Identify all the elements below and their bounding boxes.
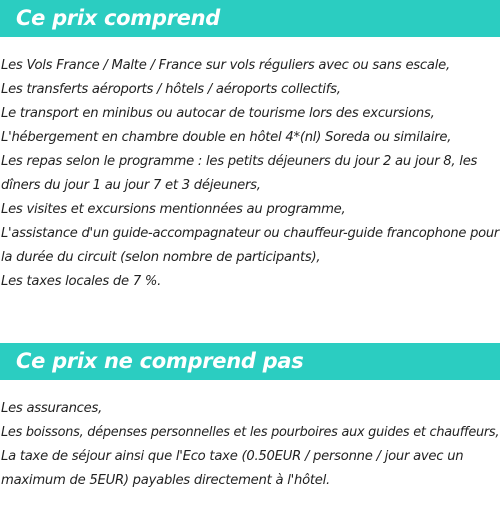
excluded-section-header [0, 343, 500, 380]
included-line: Les transferts aéroports / hôtels / aéroports collectifs, [1, 82, 341, 97]
included-line: Les Vols France / Malte / France sur vols réguliers avec ou sans escale, [1, 58, 450, 73]
included-line: Les visites et excursions mentionnées au programme, [1, 202, 346, 217]
included-line: L'hébergement en chambre double en hôtel 4*(nl) Soreda ou similaire, [1, 130, 452, 145]
included-line: Le transport en minibus ou autocar de tourisme lors des excursions, [1, 106, 435, 121]
excluded-line: maximum de 5EUR) payables directement à l'hôtel. [1, 473, 330, 488]
excluded-line: La taxe de séjour ainsi que l'Eco taxe (0.50EUR / personne / jour avec un [1, 449, 464, 464]
included-line: Les repas selon le programme : les petits déjeuners du jour 2 au jour 8, les [1, 154, 478, 169]
excluded-section-title: Ce prix ne comprend pas [16, 349, 304, 373]
included-line: dîners du jour 1 au jour 7 et 3 déjeuners, [1, 178, 261, 193]
included-section-header [0, 0, 500, 37]
included-list [1, 54, 500, 294]
included-line: la durée du circuit (selon nombre de participants), [1, 250, 321, 265]
excluded-list [1, 397, 500, 493]
excluded-line: Les boissons, dépenses personnelles et les pourboires aux guides et chauffeurs, [1, 425, 500, 440]
included-line: L'assistance d'un guide-accompagnateur ou chauffeur-guide francophone pour [1, 226, 500, 241]
excluded-line: Les assurances, [1, 401, 103, 416]
included-line: Les taxes locales de 7 %. [1, 274, 162, 289]
included-section-title: Ce prix comprend [16, 6, 220, 30]
